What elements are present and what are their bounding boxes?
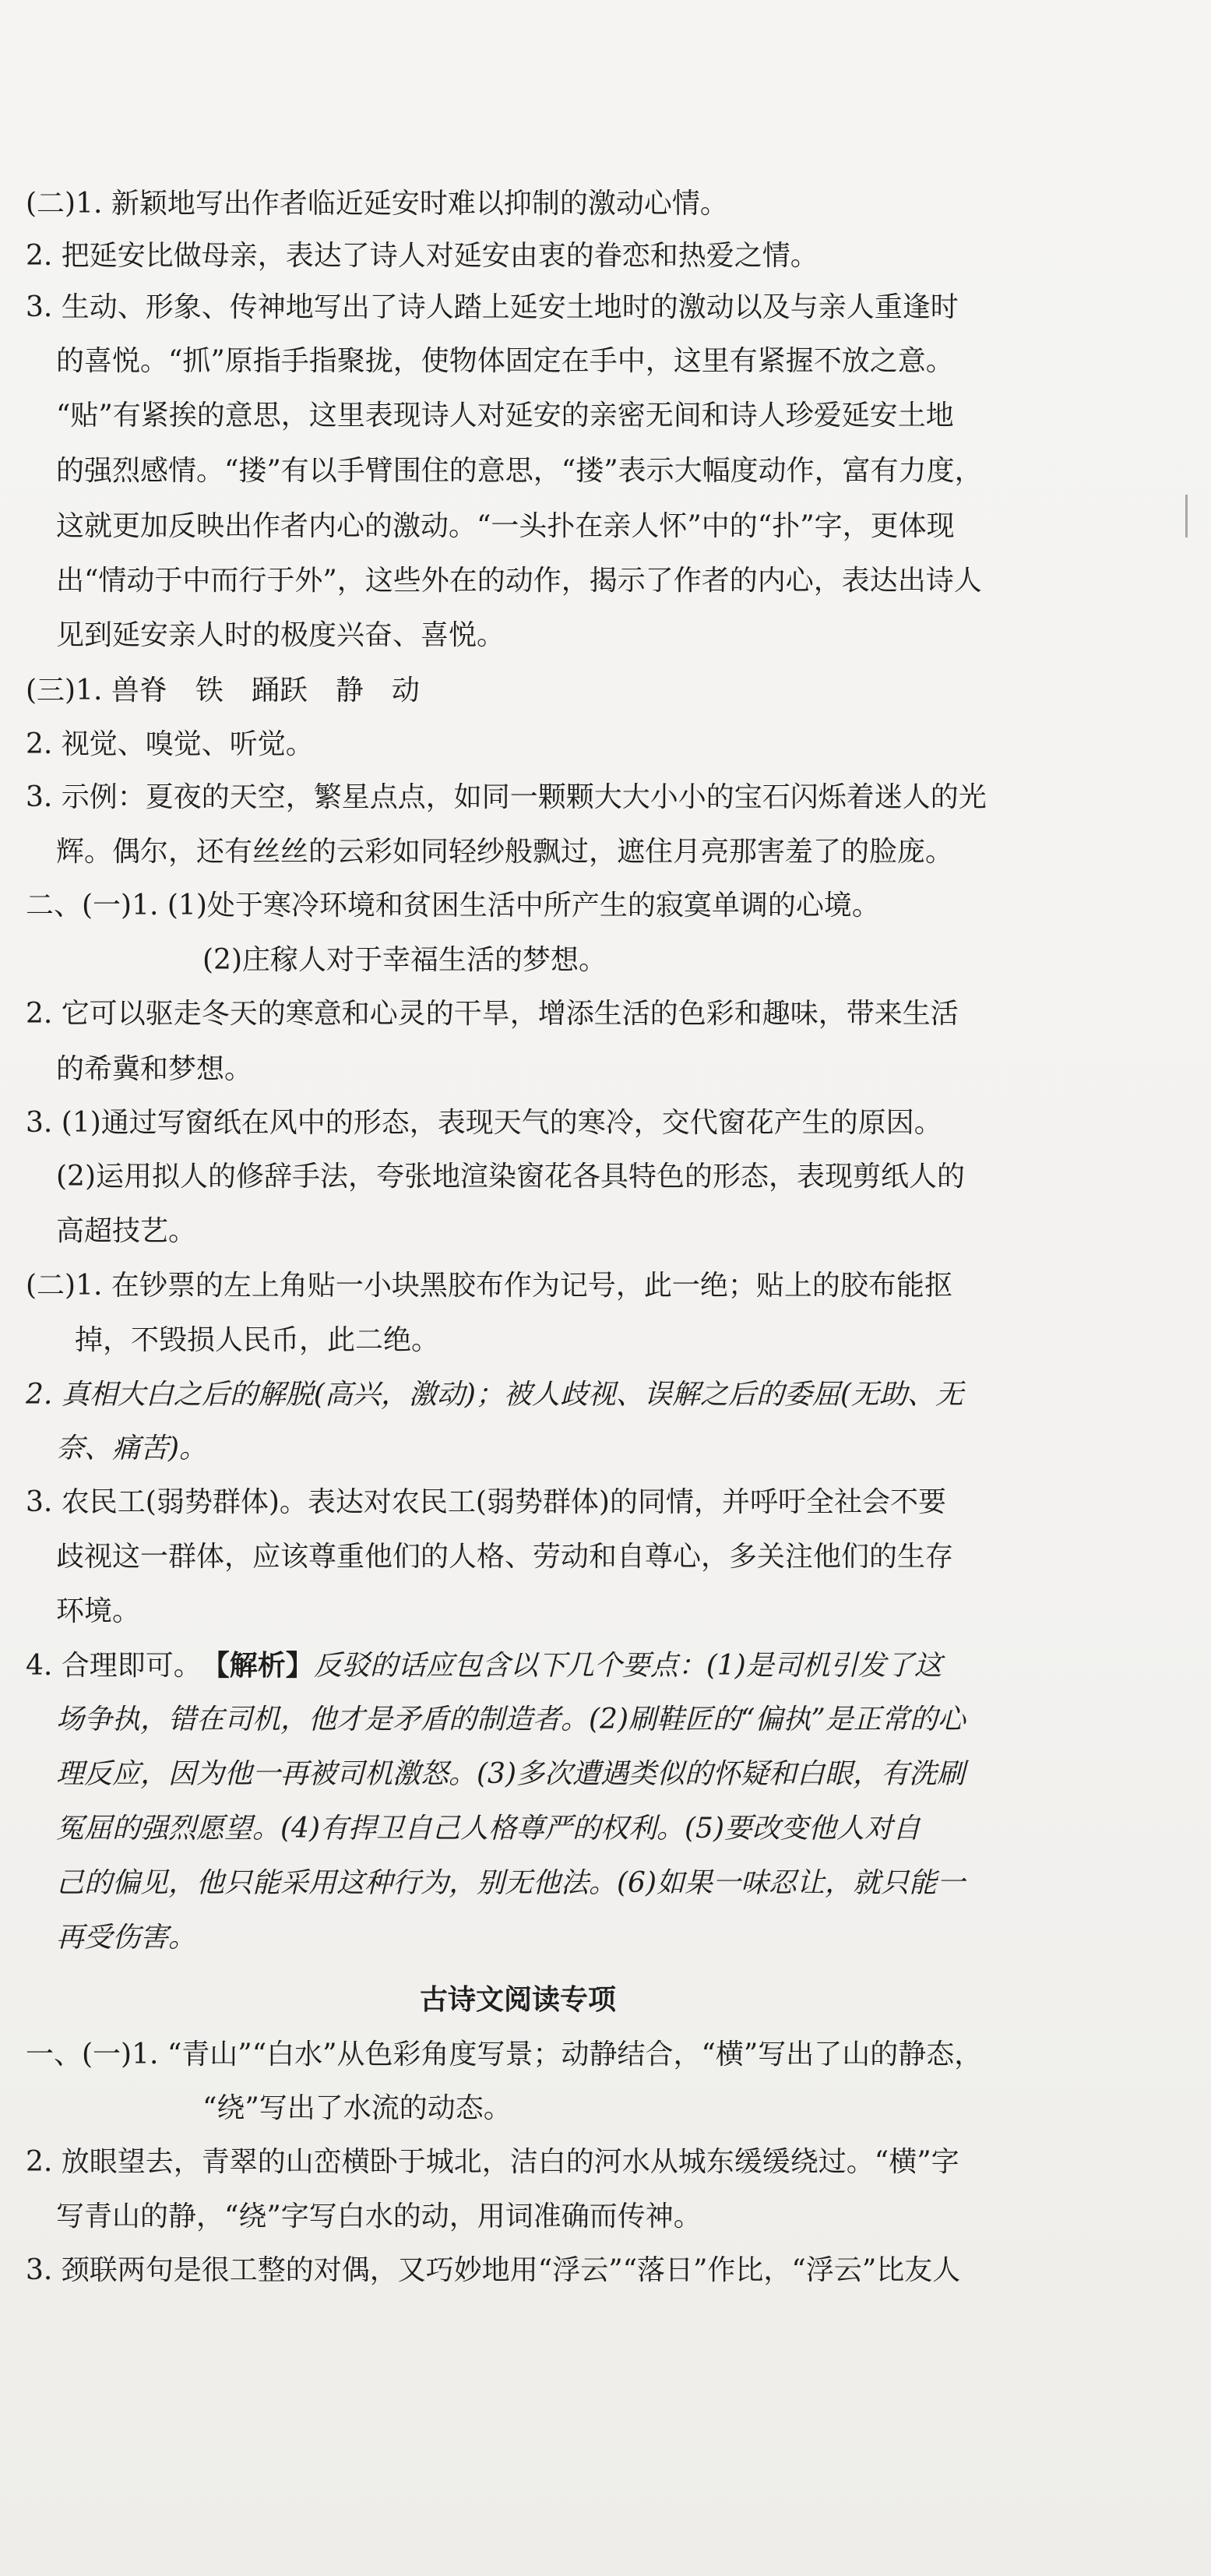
text-line: 见到延安亲人时的极度兴奋、喜悦。 xyxy=(56,619,505,651)
text-line: 己的偏见，他只能采用这种行为，别无他法。(6)如果一味忍让，就只能一 xyxy=(56,1867,965,1899)
text-line: 2. 把延安比做母亲，表达了诗人对延安由衷的眷恋和热爱之情。 xyxy=(26,240,818,272)
text-line: “绕”写出了水流的动态。 xyxy=(202,2092,512,2124)
text-line: 二、(一)1. (1)处于寒冷环境和贫困生活中所产生的寂寞单调的心境。 xyxy=(26,890,880,922)
text-line: 的强烈感情。“搂”有以手臂围住的意思，“搂”表示大幅度动作，富有力度， xyxy=(56,455,983,487)
text-line: 辉。偶尔，还有丝丝的云彩如同轻纱般飘过，遮住月亮那害羞了的脸庞。 xyxy=(56,836,954,868)
text-line: 3. 农民工(弱势群体)。表达对农民工(弱势群体)的同情，并呼吁全社会不要 xyxy=(26,1486,946,1518)
text-line: (三)1. 兽脊 铁 踊跃 静 动 xyxy=(26,675,420,707)
text-line: 歧视这一群体，应该尊重他们的人格、劳动和自尊心，多关注他们的生存 xyxy=(56,1541,954,1573)
text-line: 冤屈的强烈愿望。(4)有捍卫自己人格尊严的权利。(5)要改变他人对自 xyxy=(56,1813,921,1845)
text-line: 环境。 xyxy=(56,1595,141,1627)
text-line: 高超技艺。 xyxy=(56,1215,197,1247)
text-line: 出“情动于中而行于外”，这些外在的动作，揭示了作者的内心，表达出诗人 xyxy=(56,565,982,597)
section-heading: 古诗文阅读专项 xyxy=(419,1984,616,2016)
text-line: (2)庄稼人对于幸福生活的梦想。 xyxy=(202,944,607,976)
text-line: (2)运用拟人的修辞手法，夸张地渲染窗花各具特色的形态，表现剪纸人的 xyxy=(56,1161,965,1193)
answer-lead: 4. 合理即可。 xyxy=(26,1650,216,1682)
analysis-text: 反驳的话应包含以下几个要点：(1)是司机引发了这 xyxy=(313,1650,942,1682)
text-line: 再受伤害。 xyxy=(56,1922,197,1954)
text-line: “贴”有紧挨的意思，这里表现诗人对延安的亲密无间和诗人珍爱延安土地 xyxy=(56,400,954,432)
text-line: 这就更加反映出作者内心的激动。“一头扑在亲人怀”中的“扑”字，更体现 xyxy=(56,510,955,542)
text-line: 3. (1)通过写窗纸在风中的形态，表现天气的寒冷，交代窗花产生的原因。 xyxy=(26,1107,942,1139)
text-line: 2. 视觉、嗅觉、听觉。 xyxy=(26,728,314,760)
text-line: 奈、痛苦)。 xyxy=(56,1432,208,1464)
text-line: 2. 它可以驱走冬天的寒意和心灵的干旱，增添生活的色彩和趣味，带来生活 xyxy=(26,998,959,1030)
scan-mark xyxy=(1185,495,1188,537)
text-line: 写青山的静，“绕”字写白水的动，用词准确而传神。 xyxy=(56,2201,702,2232)
text-line: 2. 真相大白之后的解脱(高兴，激动)；被人歧视、误解之后的委屈(无助、无 xyxy=(26,1379,963,1411)
text-line xyxy=(26,1647,1061,1685)
text-line: 的希冀和梦想。 xyxy=(56,1053,253,1085)
text-line: 掉，不毁损人民币，此二绝。 xyxy=(75,1324,440,1356)
text-line: (二)1. 新颖地写出作者临近延安时难以抑制的激动心情。 xyxy=(26,188,728,220)
text-line: 3. 颈联两句是很工整的对偶，又巧妙地用“浮云”“落日”作比，“浮云”比友人 xyxy=(26,2254,961,2286)
text-line: (二)1. 在钞票的左上角贴一小块黑胶布作为记号，此一绝；贴上的胶布能抠 xyxy=(26,1270,952,1302)
analysis-tag: 【解析】 xyxy=(215,1650,314,1682)
text-line: 场争执，错在司机，他才是矛盾的制造者。(2)刷鞋匠的“偏执”是正常的心 xyxy=(56,1704,966,1736)
text-line: 3. 生动、形象、传神地写出了诗人踏上延安土地时的激动以及与亲人重逢时 xyxy=(26,291,959,323)
text-line: 3. 示例：夏夜的天空，繁星点点，如同一颗颗大大小小的宝石闪烁着迷人的光 xyxy=(26,781,987,813)
text-line: 理反应，因为他一再被司机激怒。(3)多次遭遇类似的怀疑和白眼，有洗刷 xyxy=(56,1758,965,1790)
text-line: 2. 放眼望去，青翠的山峦横卧于城北，洁白的河水从城东缓缓绕过。“横”字 xyxy=(26,2146,959,2178)
text-line: 一、(一)1. “青山”“白水”从色彩角度写景；动静结合，“横”写出了山的静态， xyxy=(26,2039,983,2070)
text-line: 的喜悦。“抓”原指手指聚拢，使物体固定在手中，这里有紧握不放之意。 xyxy=(56,345,954,377)
